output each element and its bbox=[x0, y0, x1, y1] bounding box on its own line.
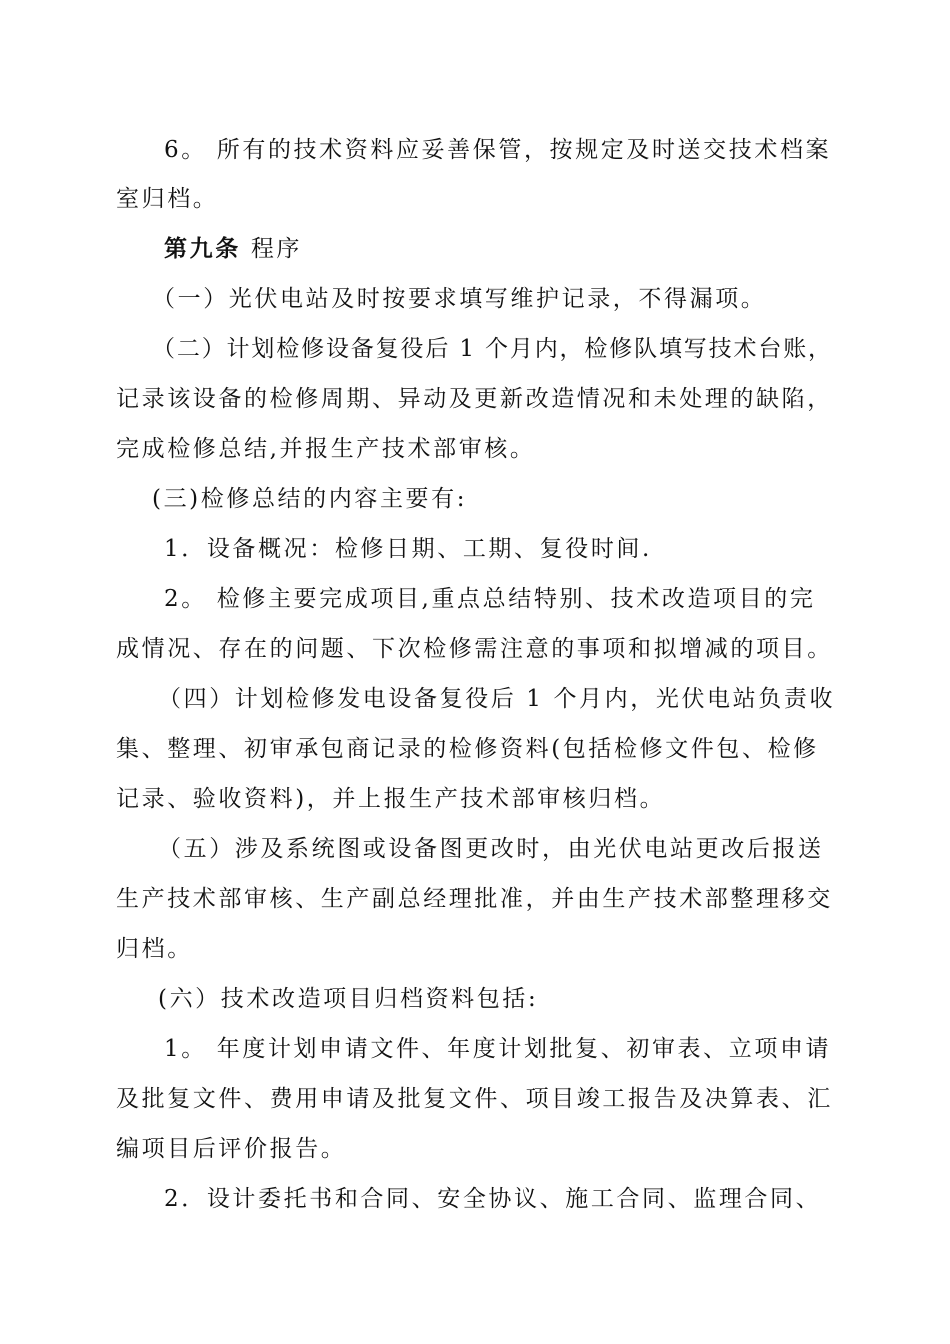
article-9-heading bbox=[164, 233, 838, 265]
item-3-line-1: (三)检修总结的内容主要有: bbox=[152, 486, 468, 512]
item-2-line-1: （二）计划检修设备复役后 1 个月内，检修队填写技术台账， bbox=[152, 336, 833, 362]
article-title: 程序 bbox=[250, 236, 303, 262]
article-number: 第九条 bbox=[164, 235, 241, 262]
item-1-line-1: （一）光伏电站及时按要求填写维护记录，不得漏项。 bbox=[152, 286, 767, 312]
item-5-line-1: （五）涉及系统图或设备图更改时，由光伏电站更改后报送 bbox=[158, 836, 824, 862]
item-6-sub-2-line-1: 2．设计委托书和合同、安全协议、施工合同、监理合同、 bbox=[164, 1186, 822, 1212]
item-3-sub-1: 1．设备概况：检修日期、工期、复役时间. bbox=[164, 536, 652, 562]
item-6-line-1: (六）技术改造项目归档资料包括: bbox=[158, 986, 539, 1012]
item-5-line-2: 生产技术部审核、生产副总经理批准，并由生产技术部整理移交 bbox=[116, 886, 833, 912]
paragraph-6-line-2: 室归档。 bbox=[116, 186, 219, 212]
item-2-line-3: 完成检修总结,并报生产技术部审核。 bbox=[116, 436, 536, 462]
item-6-sub-1-line-1: 1。 年度计划申请文件、年度计划批复、初审表、立项申请 bbox=[164, 1036, 832, 1062]
item-3-sub-2-line-1: 2。 检修主要完成项目,重点总结特别、技术改造项目的完 bbox=[164, 586, 816, 612]
item-4-line-3: 记录、验收资料)，并上报生产技术部审核归档。 bbox=[116, 786, 666, 812]
paragraph-6-line-1: 6。 所有的技术资料应妥善保管，按规定及时送交技术档案 bbox=[164, 137, 832, 163]
item-5-line-3: 归档。 bbox=[116, 936, 193, 962]
item-3-sub-2-line-2: 成情况、存在的问题、下次检修需注意的事项和拟增减的项目。 bbox=[116, 636, 833, 662]
item-4-line-1: （四）计划检修发电设备复役后 1 个月内，光伏电站负责收 bbox=[158, 686, 836, 712]
item-6-sub-1-line-2: 及批复文件、费用申请及批复文件、项目竣工报告及决算表、汇 bbox=[116, 1086, 833, 1112]
item-6-sub-1-line-3: 编项目后评价报告。 bbox=[116, 1136, 347, 1162]
item-2-line-2: 记录该设备的检修周期、异动及更新改造情况和未处理的缺陷， bbox=[116, 386, 833, 412]
item-4-line-2: 集、整理、初审承包商记录的检修资料(包括检修文件包、检修 bbox=[116, 736, 819, 762]
